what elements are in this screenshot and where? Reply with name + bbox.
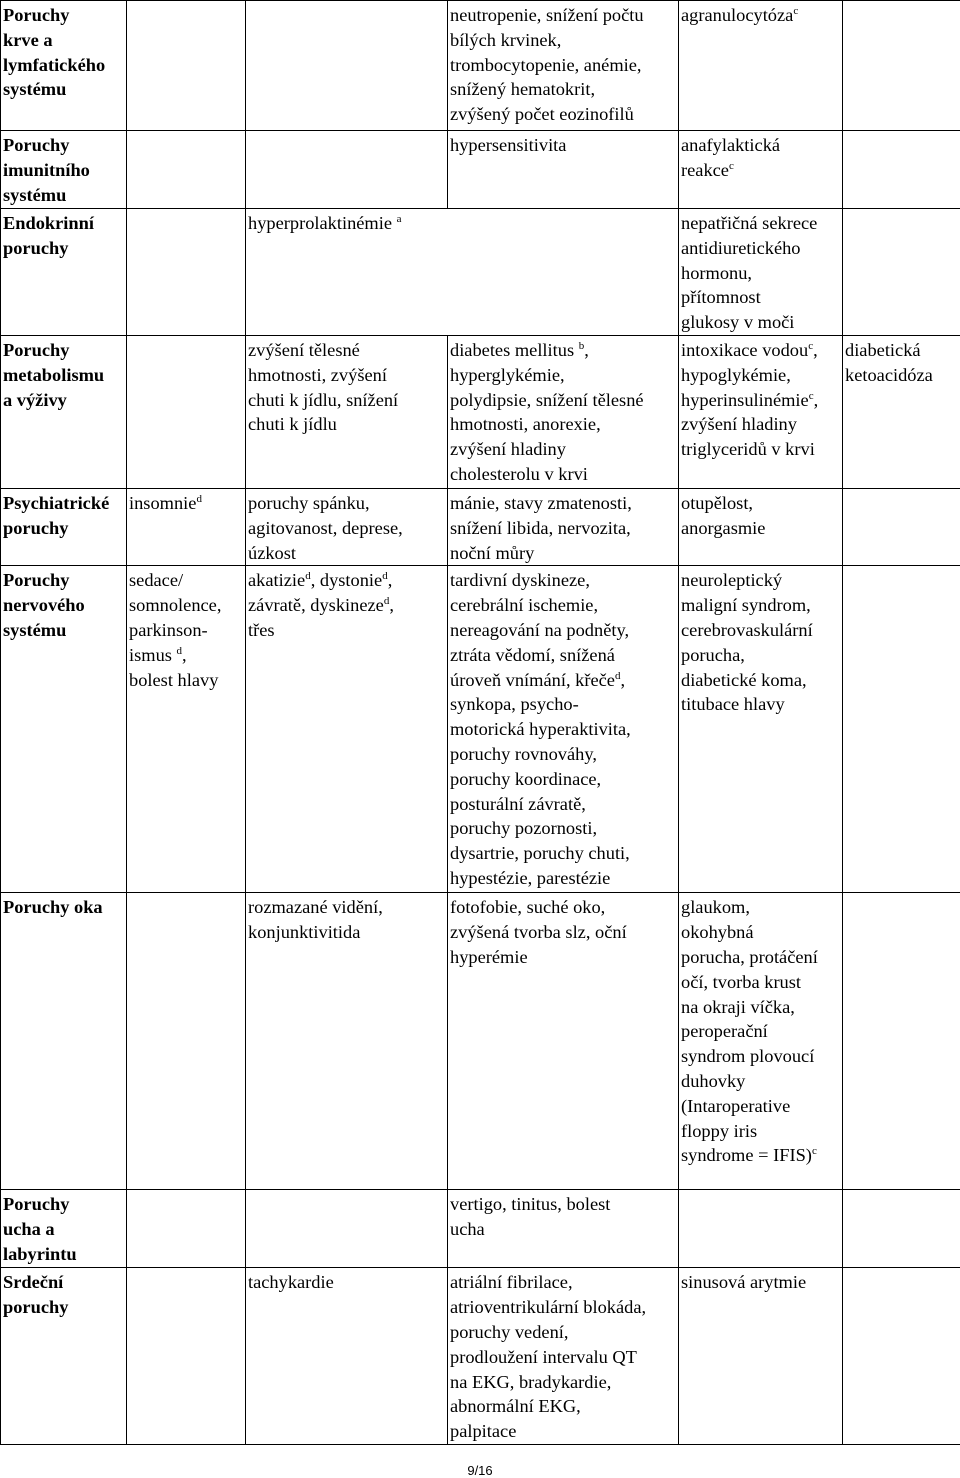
cell-text: agranulocytóza bbox=[681, 5, 794, 25]
common-cell bbox=[246, 1190, 448, 1268]
very-rare-cell bbox=[679, 336, 843, 489]
very-rare-cell bbox=[679, 1190, 843, 1268]
cell-text: insomnie bbox=[129, 493, 197, 513]
cell-text: glaukom, okohybná porucha, protáčení očí, tvorba krust na okraji víčka, peroperační syndrom plovoucí duhovky (Intaroperative floppy iris syndrome = IFIS) bbox=[681, 897, 818, 1166]
common-cell bbox=[246, 1, 448, 131]
organ-class-cell: Poruchy oka bbox=[1, 893, 127, 1190]
organ-class-cell: Poruchy ucha a labyrintu bbox=[1, 1190, 127, 1268]
footnote-marker: c bbox=[808, 339, 814, 352]
unknown-frequency-cell bbox=[843, 131, 960, 209]
common-cell: zvýšení tělesné hmotnosti, zvýšení chuti k jídlu, snížení chuti k jídlu bbox=[246, 336, 448, 489]
table-row bbox=[1, 1, 960, 131]
rare-cell: neutropenie, snížení počtu bílých krvinek, trombocytopenie, anémie, snížený hematokrit, zvýšený počet eozinofilů bbox=[448, 1, 679, 131]
very-common-cell bbox=[127, 489, 246, 566]
cell-text: hyperprolaktinémie bbox=[248, 213, 397, 233]
table-row bbox=[1, 1190, 960, 1268]
footnote-marker: c bbox=[811, 1145, 817, 1158]
unknown-frequency-cell bbox=[843, 1190, 960, 1268]
very-common-cell bbox=[127, 336, 246, 489]
table-row bbox=[1, 131, 960, 209]
cell-text: anafylaktická reakce bbox=[681, 135, 781, 180]
rare-cell: fotofobie, suché oko, zvýšená tvorba slz, oční hyperémie bbox=[448, 893, 679, 1190]
organ-class-cell: Poruchy krve a lymfatického systému bbox=[1, 1, 127, 131]
rare-cell: hypersensitivita bbox=[448, 131, 679, 209]
table-row bbox=[1, 1268, 960, 1445]
page-number: 9/16 bbox=[467, 1463, 493, 1478]
footnote-marker: a bbox=[396, 212, 402, 225]
footnote-marker: c bbox=[808, 389, 814, 402]
cell-text: , synkopa, psycho- motorická hyperaktivita, poruchy rovnováhy, poruchy koordinace, posturální závratě, poruchy pozornosti, dysartrie, poruchy chuti, hypestézie, parestézie bbox=[450, 669, 631, 888]
cell-text: tardivní dyskineze, cerebrální ischemie, nereagování na podněty, ztráta vědomí, snížená úroveň vnímání, křeče bbox=[450, 570, 630, 690]
unknown-frequency-cell: diabetická ketoacidóza bbox=[843, 336, 960, 489]
footnote-marker: c bbox=[728, 159, 734, 172]
organ-class-cell: Poruchy imunitního systému bbox=[1, 131, 127, 209]
footnote-marker: d bbox=[614, 669, 621, 682]
rare-cell: mánie, stavy zmatenosti, snížení libida, nervozita, noční můry bbox=[448, 489, 679, 566]
table-row bbox=[1, 336, 960, 489]
very-rare-cell: sinusová arytmie bbox=[679, 1268, 843, 1445]
cell-text: , třes bbox=[248, 595, 394, 640]
very-common-cell bbox=[127, 1, 246, 131]
very-rare-cell: otupělost, anorgasmie bbox=[679, 489, 843, 566]
table-row bbox=[1, 893, 960, 1190]
footnote-marker: d bbox=[382, 570, 388, 583]
cell-text: , zvýšení hladiny triglyceridů v krvi bbox=[681, 389, 819, 460]
footnote-marker: d bbox=[196, 492, 202, 505]
common-cell: rozmazané vidění, konjunktivitida bbox=[246, 893, 448, 1190]
common-cell bbox=[246, 131, 448, 209]
very-rare-cell bbox=[679, 893, 843, 1190]
uncommon-cell bbox=[246, 209, 679, 336]
very-common-cell bbox=[127, 131, 246, 209]
rare-cell bbox=[448, 336, 679, 489]
very-common-cell bbox=[127, 1268, 246, 1445]
unknown-frequency-cell bbox=[843, 489, 960, 566]
rare-cell: vertigo, tinitus, bolest ucha bbox=[448, 1190, 679, 1268]
organ-class-cell: Poruchy nervového systému bbox=[1, 566, 127, 893]
cell-text: , hypoglykémie, hyperinsulinémie bbox=[681, 340, 818, 410]
unknown-frequency-cell bbox=[843, 1268, 960, 1445]
organ-class-cell: Endokrinní poruchy bbox=[1, 209, 127, 336]
footnote-marker: d bbox=[305, 570, 311, 583]
very-common-cell bbox=[127, 893, 246, 1190]
cell-text: , závratě, dyskineze bbox=[248, 570, 393, 616]
table-row bbox=[1, 489, 960, 566]
common-cell: poruchy spánku, agitovanost, deprese, úzkost bbox=[246, 489, 448, 566]
rare-cell: atriální fibrilace, atrioventrikulární blokáda, poruchy vedení, prodloužení intervalu QT na EKG, bradykardie, abnormální EKG, palpitace bbox=[448, 1268, 679, 1445]
cell-text: akatizie bbox=[248, 570, 306, 591]
unknown-frequency-cell bbox=[843, 1, 960, 131]
unknown-frequency-cell bbox=[843, 209, 960, 336]
table-row bbox=[1, 566, 960, 893]
very-common-cell bbox=[127, 209, 246, 336]
very-rare-cell: nepatřičná sekrece antidiuretického hormonu, přítomnost glukosy v moči bbox=[679, 209, 843, 336]
unknown-frequency-cell bbox=[843, 566, 960, 893]
footnote-marker: d bbox=[383, 595, 390, 608]
cell-text: , bolest hlavy bbox=[129, 644, 219, 690]
cell-text: diabetes mellitus bbox=[450, 340, 579, 360]
common-cell: tachykardie bbox=[246, 1268, 448, 1445]
very-common-cell bbox=[127, 566, 246, 893]
footnote-marker: d bbox=[176, 644, 183, 657]
cell-text: sedace/ somnolence, parkinson- ismus bbox=[129, 570, 222, 665]
very-common-cell bbox=[127, 1190, 246, 1268]
footnote-marker: c bbox=[793, 4, 799, 17]
footnote-marker: b bbox=[578, 339, 585, 352]
organ-class-cell: Srdeční poruchy bbox=[1, 1268, 127, 1445]
organ-class-cell: Poruchy metabolismu a výživy bbox=[1, 336, 127, 489]
very-rare-cell: neuroleptický maligní syndrom, cerebrovaskulární porucha, diabetické koma, titubace hlavy bbox=[679, 566, 843, 893]
organ-class-cell: Psychiatrické poruchy bbox=[1, 489, 127, 566]
table-row bbox=[1, 209, 960, 336]
very-rare-cell bbox=[679, 131, 843, 209]
cell-text: , hyperglykémie, polydipsie, snížení tělesné hmotnosti, anorexie, zvýšení hladiny cholesterolu v krvi bbox=[450, 340, 644, 484]
common-cell bbox=[246, 566, 448, 893]
cell-text: , dystonie bbox=[310, 570, 383, 591]
very-rare-cell bbox=[679, 1, 843, 131]
cell-text: intoxikace vodou bbox=[681, 340, 809, 360]
unknown-frequency-cell bbox=[843, 893, 960, 1190]
rare-cell bbox=[448, 566, 679, 893]
